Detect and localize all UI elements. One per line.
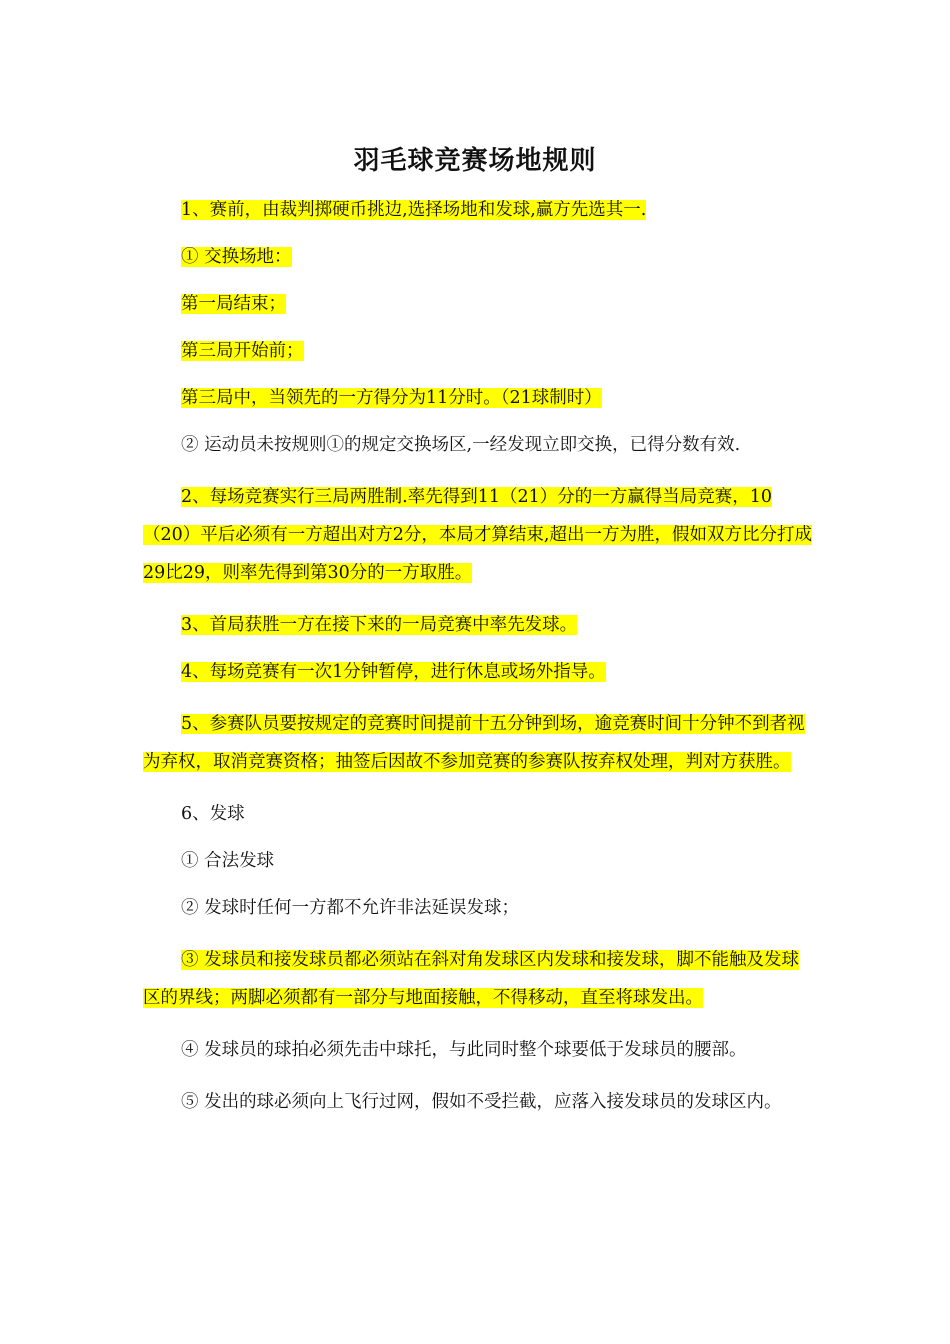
document-title: 羽毛球竞赛场地规则 [353, 146, 597, 176]
paragraph-text: ① 合法发球 [181, 851, 275, 871]
paragraph-text: 1、赛前，由裁判掷硬币挑边,选择场地和发球,赢方先选其一. [181, 200, 647, 220]
paragraph-3 [143, 290, 813, 318]
paragraph-6 [143, 431, 813, 459]
paragraph-10 [143, 705, 813, 781]
paragraph-4 [143, 337, 813, 365]
paragraph-text: 2、每场竞赛实行三局两胜制.率先得到11（21）分的一方赢得当局竞赛，10（20）平后必须有一方超出对方2分，本局才算结束,超出一方为胜，假如双方比分打成29比29，则率先得到第30分的一方取胜。 [143, 487, 812, 583]
paragraph-1 [143, 196, 813, 224]
paragraph-11 [143, 800, 813, 828]
paragraph-text: 第三局开始前； [181, 341, 304, 361]
paragraph-text: 4、每场竞赛有一次1分钟暂停，进行休息或场外指导。 [181, 662, 606, 682]
paragraph-9 [143, 658, 813, 686]
paragraph-text: ④ 发球员的球拍必须先击中球托，与此同时整个球要低于发球员的腰部。 [181, 1040, 747, 1060]
paragraph-text: ③ 发球员和接发球员都必须站在斜对角发球区内发球和接发球，脚不能触及发球区的界线；两脚必须都有一部分与地面接触，不得移动，直至将球发出。 [143, 950, 800, 1008]
paragraph-text: 3、首局获胜一方在接下来的一局竞赛中率先发球。 [181, 615, 578, 635]
paragraph-text: ② 发球时任何一方都不允许非法延误发球； [181, 898, 520, 918]
paragraph-15 [143, 1036, 813, 1064]
paragraph-text: 第一局结束； [181, 294, 286, 314]
paragraph-text: 5、参赛队员要按规定的竞赛时间提前十五分钟到场，逾竞赛时间十分钟不到者视为弃权，取消竞赛资格；抽签后因故不参加竞赛的参赛队按弃权处理，判对方获胜。 [143, 714, 805, 772]
paragraph-8 [143, 611, 813, 639]
paragraph-text: ① 交换场地： [181, 247, 292, 267]
paragraph-13 [143, 894, 813, 922]
paragraph-text: 6、发球 [181, 804, 245, 824]
paragraph-7 [143, 478, 813, 592]
paragraph-12 [143, 847, 813, 875]
document-body [143, 196, 813, 1140]
paragraph-text: ② 运动员未按规则①的规定交换场区,一经发现立即交换，已得分数有效. [181, 435, 741, 455]
paragraph-text: 第三局中，当领先的一方得分为11分时。（21球制时） [181, 388, 602, 408]
paragraph-16 [143, 1083, 813, 1121]
paragraph-2 [143, 243, 813, 271]
paragraph-14 [143, 941, 813, 1017]
paragraph-5 [143, 384, 813, 412]
paragraph-text: ⑤ 发出的球必须向上飞行过网，假如不受拦截，应落入接发球员的发球区内。 [181, 1092, 782, 1112]
